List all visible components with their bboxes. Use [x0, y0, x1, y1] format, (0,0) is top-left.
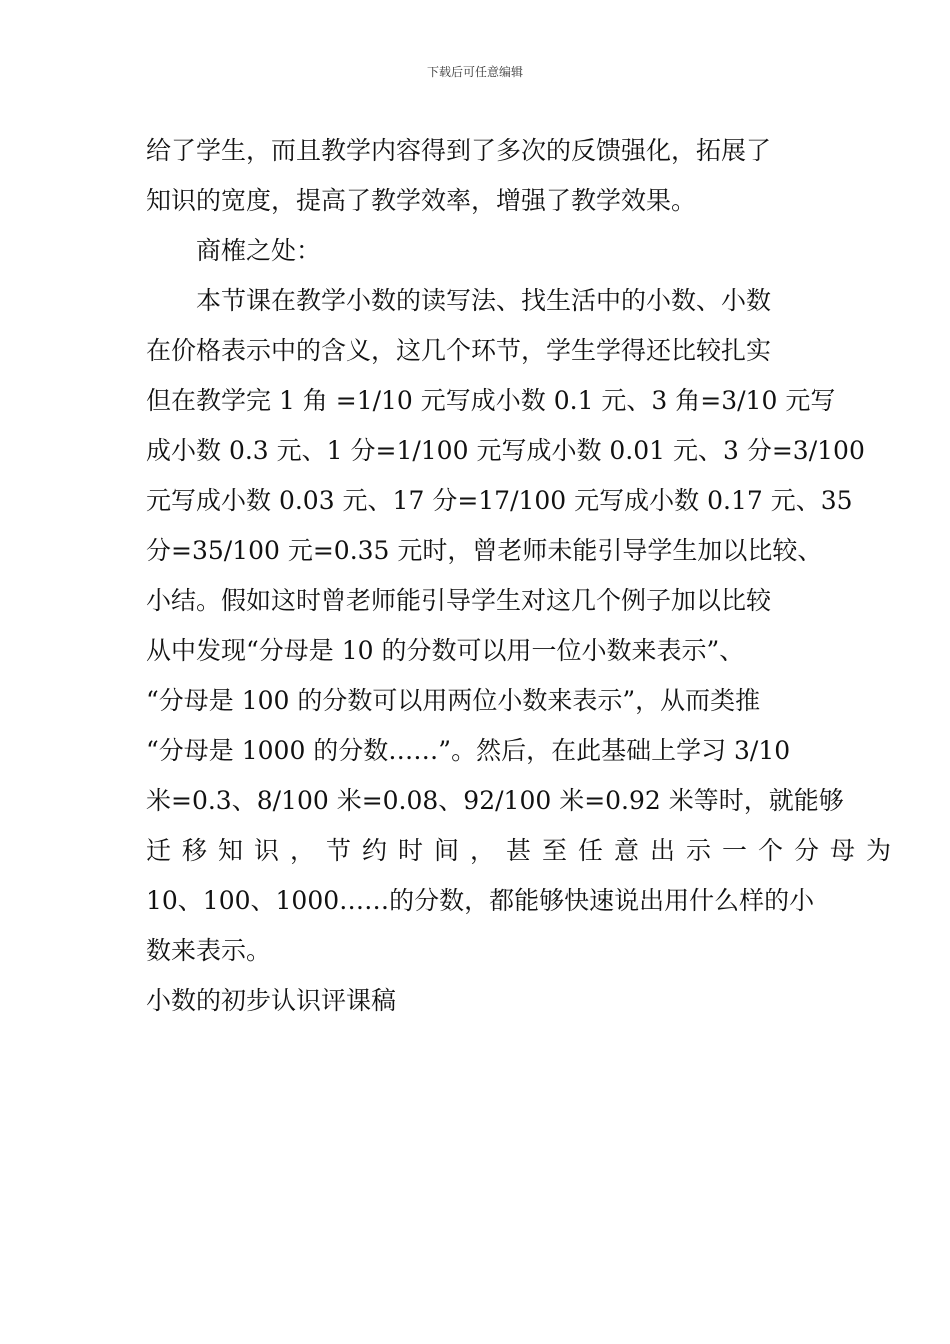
paragraph-line: 米=0.3、8/100 米=0.08、92/100 米=0.92 米等时，就能够	[146, 786, 844, 815]
page-header: 下载后可任意编辑	[426, 65, 523, 79]
paragraph-line: 分=35/100 元=0.35 元时，曾老师未能引导学生加以比较、	[146, 536, 823, 565]
paragraph-line: “分母是 100 的分数可以用两位小数来表示”，从而类推	[146, 686, 761, 715]
paragraph-line: 从中发现“分母是 10 的分数可以用一位小数来表示”、	[146, 636, 745, 665]
paragraph-line: 在价格表示中的含义，这几个环节，学生学得还比较扎实	[146, 336, 772, 365]
paragraph-line: 成小数 0.3 元、1 分=1/100 元写成小数 0.01 元、3 分=3/100	[146, 436, 865, 465]
section-heading: 商榷之处：	[196, 236, 322, 265]
document-title: 小数的初步认识评课稿	[146, 986, 397, 1015]
paragraph-line: 小结。假如这时曾老师能引导学生对这几个例子加以比较	[146, 586, 772, 615]
paragraph-line: 10、100、1000……的分数，都能够快速说出用什么样的小	[146, 886, 815, 915]
paragraph-line: 知识的宽度，提高了教学效率，增强了教学效果。	[146, 186, 697, 215]
paragraph-line: 但在教学完 1 角 =1/10 元写成小数 0.1 元、3 角=3/10 元写	[146, 386, 836, 415]
paragraph-line: 本节课在教学小数的读写法、找生活中的小数、小数	[196, 286, 772, 315]
paragraph-line: 数来表示。	[146, 936, 272, 965]
paragraph-line: “分母是 1000 的分数……”。然后，在此基础上学习 3/10	[146, 736, 791, 765]
paragraph-line: 给了学生，而且教学内容得到了多次的反馈强化，拓展了	[146, 136, 772, 165]
document-body	[146, 126, 903, 1026]
paragraph-line: 元写成小数 0.03 元、17 分=17/100 元写成小数 0.17 元、35	[146, 486, 853, 515]
paragraph-line: 迁移知识，节约时间，甚至任意出示一个分母为	[146, 836, 903, 865]
